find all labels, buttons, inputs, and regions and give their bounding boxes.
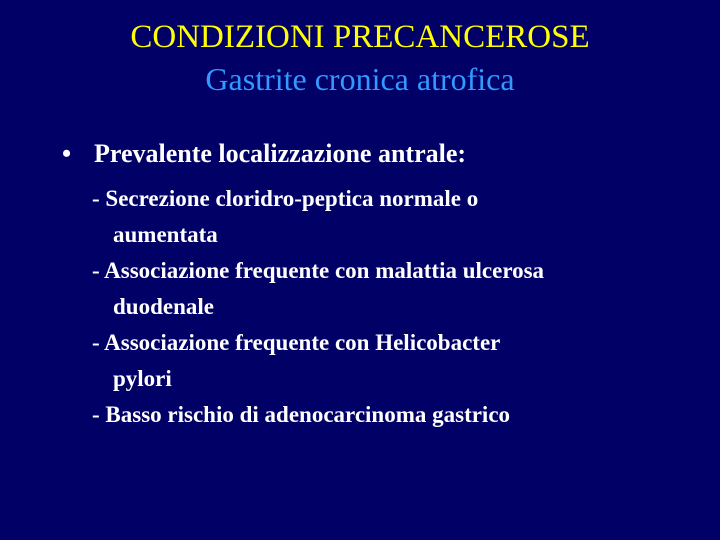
sub-item-continuation: pylori (113, 366, 172, 391)
sub-item-line: - Basso rischio di adenocarcinoma gastrico (92, 402, 511, 427)
slide-title: CONDIZIONI PRECANCEROSE (130, 19, 590, 55)
sub-item (92, 253, 692, 325)
sub-item-continuation: duodenale (113, 294, 214, 319)
sub-item-list (92, 181, 692, 433)
sub-item-continuation: aumentata (113, 222, 218, 247)
sub-item-line: - Associazione frequente con Helicobacter (92, 330, 501, 355)
bullet-dot-icon: • (62, 139, 72, 168)
sub-item-line: - Associazione frequente con malattia ulcerosa (92, 258, 545, 283)
sub-item-line: - Secrezione cloridro-peptica normale o (92, 186, 479, 211)
main-bullet (62, 136, 466, 172)
sub-item (92, 325, 692, 397)
slide-subtitle: Gastrite cronica atrofica (205, 61, 515, 97)
main-bullet-text: Prevalente localizzazione antrale: (94, 139, 467, 168)
sub-item (92, 397, 692, 433)
sub-item (92, 181, 692, 253)
